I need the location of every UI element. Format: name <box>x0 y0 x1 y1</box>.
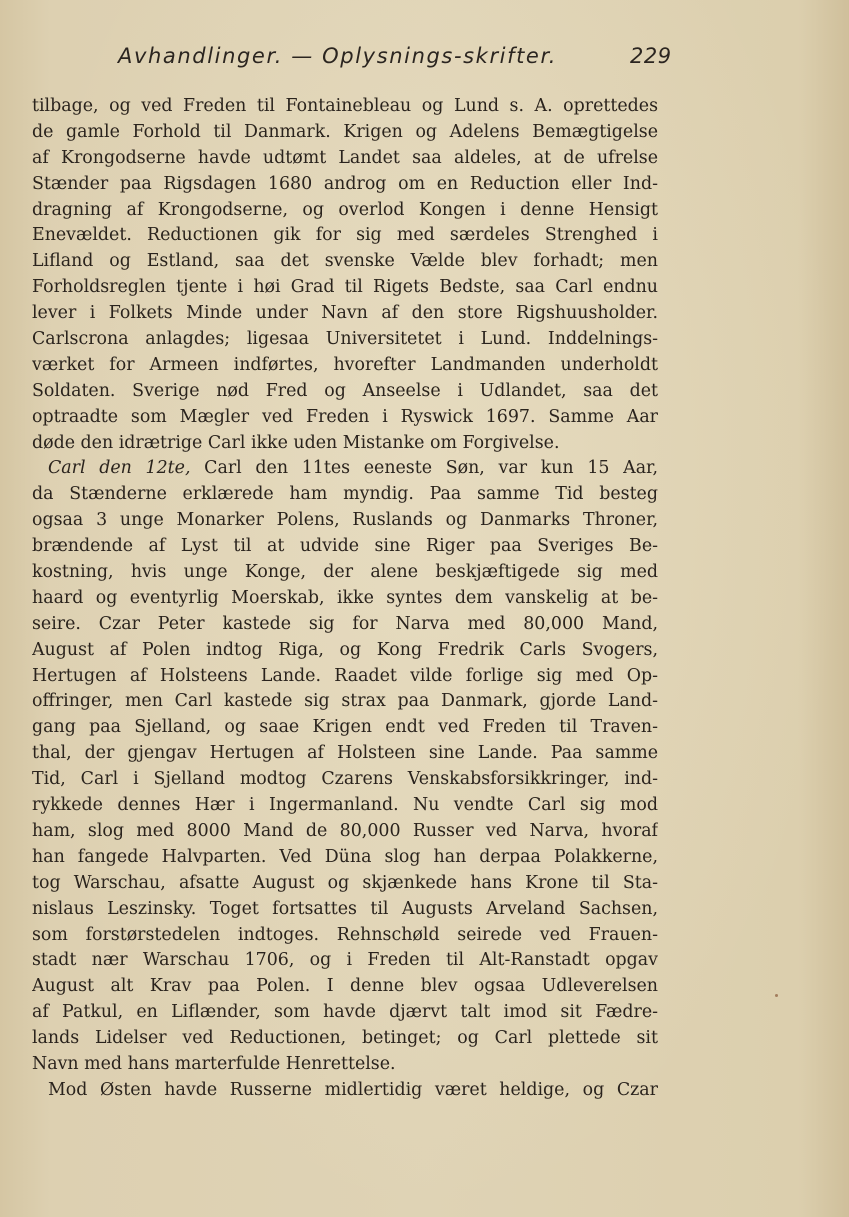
text-line: da Stænderne erklærede ham myndig. Paa samme Tid besteg <box>32 484 658 505</box>
text-line: ham, slog med 8000 Mand de 80,000 Russer ved Narva, hvoraf <box>32 820 658 841</box>
text-line: Stænder paa Rigsdagen 1680 androg om en Reduction eller Ind- <box>32 173 658 194</box>
text-line: tog Warschau, afsatte August og skjænkede hans Krone til Sta- <box>32 872 658 893</box>
running-title: Avhandlinger. — Oplysnings-skrifter. <box>118 44 558 68</box>
text-line: Mod Østen havde Russerne midlertidig været heldige, og Czar <box>48 1079 658 1100</box>
text-line: Enevældet. Reductionen gik for sig med særdeles Strenghed i <box>32 225 658 246</box>
text-line: Hertugen af Holsteens Lande. Raadet vilde forlige sig med Op- <box>32 665 658 686</box>
text-line: gang paa Sjelland, og saae Krigen endt ved Freden til Traven- <box>32 717 658 738</box>
text-line: Lifland og Estland, saa det svenske Vælde blev forhadt; men <box>32 251 658 272</box>
text-line: optraadte som Mægler ved Freden i Ryswick 1697. Samme Aar <box>32 406 658 427</box>
text-line-rest: Carl den 11tes eeneste Søn, var kun 15 Aar, <box>190 458 658 479</box>
body-text <box>32 94 658 1104</box>
text-line: nislaus Leszinsky. Toget fortsattes til Augusts Arveland Sachsen, <box>32 898 658 919</box>
text-line: haard og eventyrlig Moerskab, ikke syntes dem vanskelig at be- <box>32 587 658 608</box>
text-line: af Krongodserne havde udtømt Landet saa aldeles, at de ufrelse <box>32 147 658 168</box>
text-line: offringer, men Carl kastede sig strax paa Danmark, gjorde Land- <box>32 691 658 712</box>
text-line: Soldaten. Sverige nød Fred og Anseelse i Udlandet, saa det <box>32 380 658 401</box>
text-line: rykkede dennes Hær i Ingermanland. Nu vendte Carl sig mod <box>32 795 658 816</box>
text-line: August alt Krav paa Polen. I denne blev ogsaa Udleverelsen <box>32 976 658 997</box>
text-line: thal, der gjengav Hertugen af Holsteen sine Lande. Paa samme <box>32 743 658 764</box>
text-line: August af Polen indtog Riga, og Kong Fredrik Carls Svogers, <box>32 639 658 660</box>
text-line: stadt nær Warschau 1706, og i Freden til Alt-Ranstadt opgav <box>32 950 658 971</box>
page-header <box>0 40 849 74</box>
text-line: Carlscrona anlagdes; ligesaa Universitetet i Lund. Inddelnings- <box>32 329 658 350</box>
page-number: 229 <box>630 44 672 68</box>
text-line: Forholdsreglen tjente i høi Grad til Rigets Bedste, saa Carl endnu <box>32 277 658 298</box>
text-line: Tid, Carl i Sjelland modtog Czarens Venskabsforsikkringer, ind- <box>32 769 658 790</box>
text-line: værket for Armeen indførtes, hvorefter Landmanden underholdt <box>32 354 658 375</box>
text-line: lands Lidelser ved Reductionen, betinget; og Carl plettede sit <box>32 1028 658 1049</box>
text-line: ogsaa 3 unge Monarker Polens, Ruslands og Danmarks Throner, <box>32 510 658 531</box>
text-line: døde den idrætrige Carl ikke uden Mistanke om Forgivelse. <box>32 432 560 453</box>
text-line: Navn med hans marterfulde Henrettelse. <box>32 1053 396 1074</box>
text-line-with-lead <box>32 456 658 482</box>
text-line: dragning af Krongodserne, og overlod Kongen i denne Hensigt <box>32 199 658 220</box>
text-line: lever i Folkets Minde under Navn af den store Rigshuusholder. <box>32 303 658 324</box>
text-line: af Patkul, en Liflænder, som havde djærvt talt imod sit Fædre- <box>32 1002 658 1023</box>
paper-speck <box>775 994 778 997</box>
text-line: kostning, hvis unge Konge, der alene beskjæftigede sig med <box>32 562 658 583</box>
text-line: tilbage, og ved Freden til Fontainebleau og Lund s. A. oprettedes <box>32 96 658 116</box>
paragraph-lead-italic: Carl den 12te, <box>48 458 191 479</box>
text-line: han fangede Halvparten. Ved Düna slog han derpaa Polakkerne, <box>32 846 658 867</box>
text-line: brændende af Lyst til at udvide sine Riger paa Sveriges Be- <box>32 536 658 557</box>
text-line: seire. Czar Peter kastede sig for Narva med 80,000 Mand, <box>32 613 658 634</box>
text-line: de gamle Forhold til Danmark. Krigen og Adelens Bemægtigelse <box>32 121 658 142</box>
text-line: som forstørstedelen indtoges. Rehnschøld seirede ved Frauen- <box>32 924 658 945</box>
